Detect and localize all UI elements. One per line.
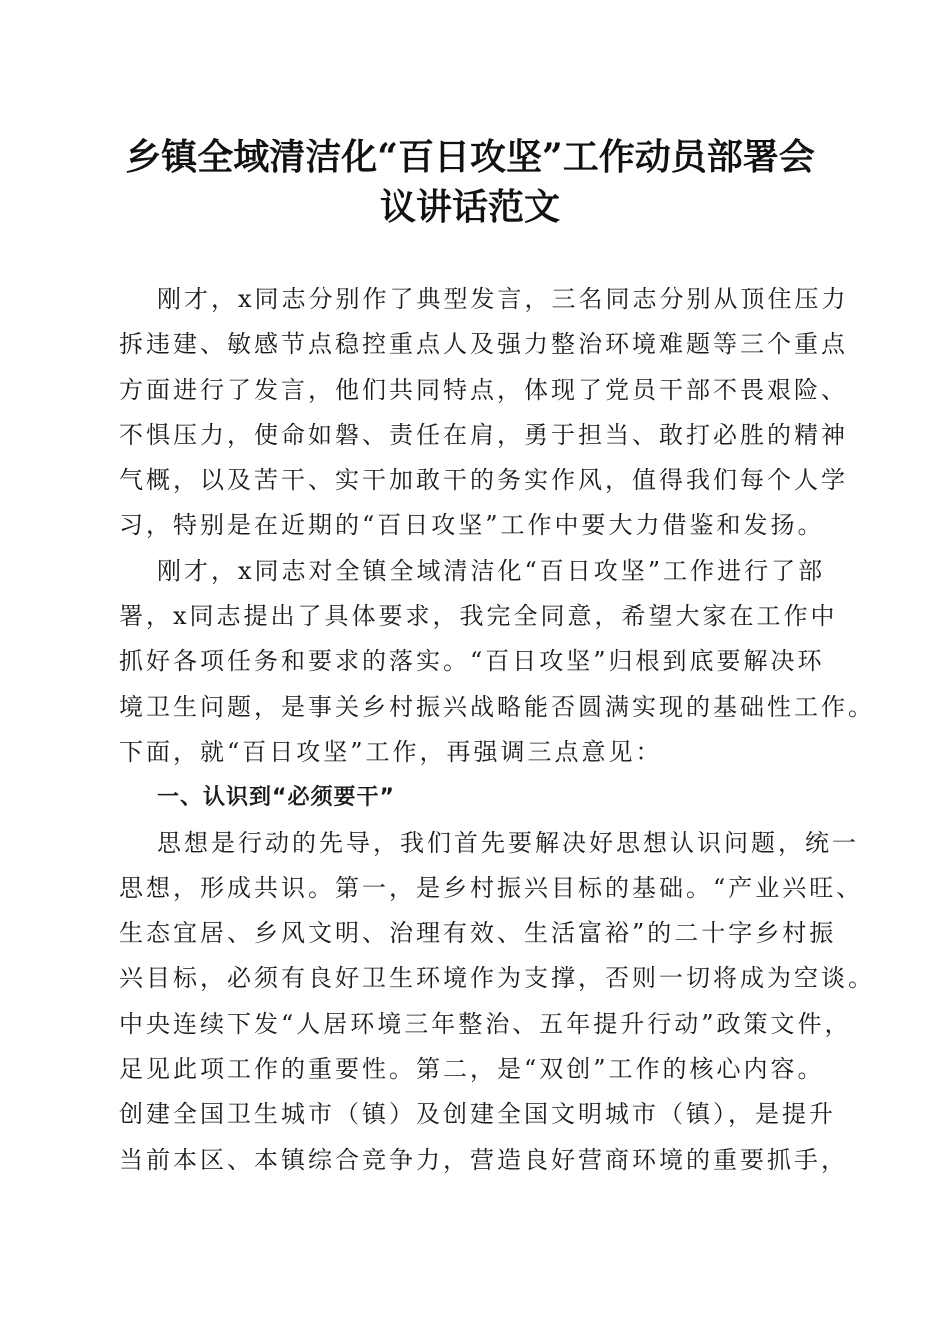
paragraph-1-line: 方面进行了发言，他们共同特点，体现了党员干部不畏艰险、 — [119, 375, 848, 404]
paragraph-3-line: 足见此项工作的重要性。第二，是“双创”工作的核心内容。 — [119, 1055, 825, 1084]
paragraph-3-line: 创建全国卫生城市（镇）及创建全国文明城市（镇），是提升 — [119, 1100, 836, 1129]
paragraph-3-line: 当前本区、本镇综合竞争力，营造良好营商环境的重要抓手， — [119, 1145, 848, 1174]
paragraph-2-line: 署，x同志提出了具体要求，我完全同意，希望大家在工作中 — [119, 602, 838, 631]
paragraph-3-line: 思想，形成共识。第一，是乡村振兴目标的基础。“产业兴旺、 — [119, 873, 864, 902]
paragraph-3-line: 思想是行动的先导，我们首先要解决好思想认识问题，统一 — [157, 828, 859, 857]
document-title — [100, 132, 840, 232]
paragraph-3-line: 兴目标，必须有良好卫生环境作为支撑，否则一切将成为空谈。 — [119, 964, 875, 993]
paragraph-1-line: 刚才，x同志分别作了典型发言，三名同志分别从顶住压力 — [157, 285, 849, 313]
paragraph-2-line: 刚才，x同志对全镇全域清洁化“百日攻坚”工作进行了部 — [157, 556, 826, 585]
paragraph-2-line: 境卫生问题，是事关乡村振兴战略能否圆满实现的基础性工作。 — [119, 692, 875, 721]
paragraph-2-line: 抓好各项任务和要求的落实。“百日攻坚”归根到底要解决环 — [119, 647, 825, 676]
paragraph-1-line: 不惧压力，使命如磐、责任在肩，勇于担当、敢打必胜的精神 — [119, 420, 848, 449]
title-line-1: 乡镇全域清洁化“百日攻坚”工作动员部署会 — [125, 136, 815, 178]
paragraph-1-line: 气概，以及苦干、实干加敢干的务实作风，值得我们每个人学 — [119, 466, 848, 495]
paragraph-1-line: 拆违建、敏感节点稳控重点人及强力整治环境难题等三个重点 — [119, 330, 848, 359]
paragraph-2-line: 下面，就“百日攻坚”工作，再强调三点意见： — [119, 737, 663, 766]
paragraph-3-line: 中央连续下发“人居环境三年整治、五年提升行动”政策文件， — [119, 1009, 852, 1038]
paragraph-1-line: 习，特别是在近期的“百日攻坚”工作中要大力借鉴和发扬。 — [119, 511, 825, 540]
document-body — [119, 277, 875, 1183]
paragraph-3-line: 生态宜居、乡风文明、治理有效、生活富裕”的二十字乡村振 — [119, 919, 837, 948]
section-heading-1: 一、认识到“必须要干” — [157, 785, 395, 811]
title-line-2: 议讲话范文 — [379, 186, 560, 228]
